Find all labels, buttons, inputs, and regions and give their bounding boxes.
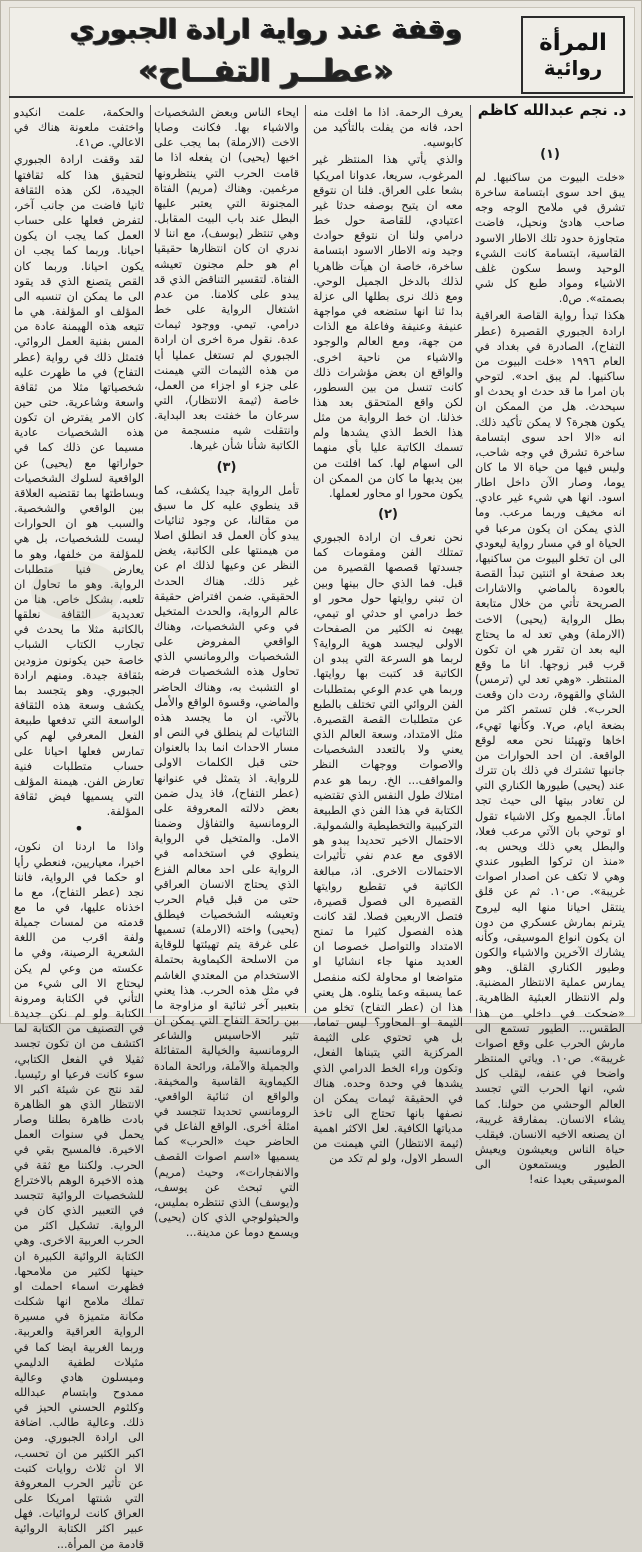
- section-label-line1: المرأة: [539, 30, 607, 56]
- paragraph: واذا ما اردنا ان نكون، اخيرا، معياريين، فنعطي رأيا او حكما في الرواية، فاننا نجد (عطر التفاح)، مع ما اخذناه عليها، في ما مع قدمته من لمسات جميلة ولفة اقرب من اللغة الشعرية الرصينة، وفي ما عكسته من وعي لم يكن ليحتاج الا الى شيء من التأني في الكتابة ومرونة الكتابة ولو لم نكن جديدة في التصنيف من الكتابة لما اكتشف من ان تكون تجسد ثقيلا في الفعل الكتابي، سوء كانت فرعيا او رئيسيا. لقد نتج عن شيئة اكبر الا الانتظار الذي هو الظاهرة بادت ظاهرة بطلنا وصار يحمل في سنوات العمل الاخيرة. فالمسيح بقي في الحرب. ولكننا مع ثقة في هذه الاخيرة الوهم بالاختراع للشخصيات الروائية تتجسد في التعبير الذي كان في الرواية. تشكيل اكثر من الحرب العربية الاخرى. وهي الكتابة الروائية الكبيرة ان حينها لكثير من ملامحها. فظهرت اسماء احملت او تملك ملامح انها شكلت مكانة متميزة في مسيرة الرواية العراقية والعربية. وربما الغربية ايضا كما في مثيلات لطفية الدليمي وميسلون هادي وعالية ممدوح وابتسام عبدالله وكلثوم الحسني الحيز في ذلك. وعالية طالب. اضافة الى ارادة الجبوري. ومن اكبر الكثير من ان تحسب، الا ان ثلاث روايات كتبت عن تأثير الحرب المعروفة التي شنتها امريكا على العراق كانت لروائيات. فهل عبير اكثر الكتابة الروائية قادمة من المرأة...: [14, 840, 144, 1551]
- paragraph: تأمل الرواية جيدا يكشف، كما قد ينطوي عليه كل ما سبق من مقالنا، عن وجود ثنائيات يبدو كأن العمل قد انطلق اصلا من هيمنتها على الكاتبة، يغض النظر عن وعيها لذلك ام عن غير ذلك. هناك الحدث الحقيقي. ضمن افتراض حقيقة عالم الرواية، والحدث المتخيل في وعي الشخصيات، وهناك الواقعي المفروض على الشخصيات والرومانسي الذي تحاول هذه الشخصيات فرضه او التشبث به، وهناك الحاضر والماضي، وقسوة الواقع والأمل بالآتي. ان ما يجسد هذه الثنائيات لم ينطلق في النص او مسار الاحداث انما بدا بالعنوان حتى قبل الكلمات الاولى للرواية. اذ يتمثل في عنوانها (عطر التفاح)، فاذ يدل ضمن بعض دلالته المعروفة على الرومانسية والتفاؤل وضمنا الامل. والمتخيل في الرواية ينطوي في استخدامه في الرواية على احد معالم الفزع الذي يحتاج الانسان العراقي حتى من قبل قيام الحرب وتعيشه الشخصيات فيطلق (يحيى) واخته (الارملة) تسميها على غرفة يتم تهيئتها للوقاية من الاسلحة الكيماوية بحتملة الاستخدام من المعتدي الغاشم في مثل هذه الحرب. هذا يعني بتعبير آخر ثنائية او مزاوجة ما بين رائحة التفاح التي يمكن ان تثير الاحاسيس والشاعر الرومانسية والخيالية المتفائلة والجميلة والآملة، ورائحة المادة الكيماوية القاسية والمخيفة. والواقع ان ثنائية الواقعي. الرومانسي تحديدا تتجسد في امثلة أخرى. الواقع الفاعل في الحاضر حيث «الحرب» كما يسميها «اسم اصوات القصف والانفجارات»، وحيث (مريم) التي تبحث عن يوسف، و(يوسف) الذي تنتظره بمليس، والحيثولوجي الذي كان (يحيى) ويسمع دوما عن مدينة...: [154, 483, 299, 1240]
- headline-line1: وقفة عند رواية ارادة الجبوري: [70, 14, 462, 45]
- paragraph: نحن نعرف ان ارادة الجبوري تمتلك الفن ومقومات كما جسدتها قصصها القصيرة من قبل. فما الذي حال بينها وبين ان تبني روايتها حول محور او خط درامي او حدثي او تيمي، يهيئ نه الكثير من الصفحات الاولى ليجسد هوية الرواية؟ لربما هو السرعة التي يبدو ان الكاتبة قد كتبت بها روايتها. وربما هي عدم الوعي بمتطلبات الفن الروائي التي تختلف بالطبع عن متطلبات القصة القصيرة. مثل الامتداد، وسعة العالم الذي يعني ولا بالتعدد الشخصيات والاصوات ووجهات النظر والمواقف... الخ. ربما هو عدم امتلاك طول النفس الذي تقتضيه الكتابة في هذا الفن ذي الطبيعة التركيبية والتخطيطية والشمولية. الاحتمال الاخير تحديدا يبدو هو الاقوى مع عدم نفي تأثيرات الاحتمالات الاخرى. اذ، مبالغة الكاتبة في تقطيع روايتها القصيرة الى فصول قصيرة، فتصل الاربعين فصلا. لقد كانت هذه الفصول كثيرا ما تمنح الامتداد والتواصل خصوصا ان العديد منها جاء انشائيا او متواضعا او محاولة لكنه منفصل عما يسبقه وعما يتلوه. هل يعني هذا ان (عطر التفاح) تخلو من الثيمة او المحاور؟ ليس تماما، بل هي تحتوي على الثيمة المركزية التي يتبناها الفعل، وتكون وراء الخط الدرامي الذي يشدها في وحدة وحده. هناك في الحقيقة ثيمات يمكن ان نصفها بانها تحتاج الى تاخذ مدياتها الكافية. لعل الاكثر اهمية (ثيمة الانتظار) التي هيمنت من السطر الاول، ولو لم تكد من: [313, 531, 463, 1166]
- column-rule: [470, 105, 471, 1013]
- separator-dot: •: [74, 819, 84, 839]
- header-rule: [9, 96, 633, 98]
- column-rule: [150, 105, 151, 1013]
- paragraph: لقد وقفت ارادة الجبوري لتحقيق هذا كله ثقافتها الجيدة، لكن هذه الثقافة ثانيا فاضت من جانب آخر، لتفرض فعلها على حساب العمل كما يجب ان يكون احيانا. وربما كما يجب ان يكون احيانا. وربما كان القص يتصنع الذي قد يقود الى ما يمكن ان تنسبه الى المؤلف او المؤلفة. هي ما تتيعه هذه الهيمنة عادة من المس بفنية العمل الروائي. فتمثل ذلك في رواية (عطر التفاح) في ما ظهرت عليه شخصياتها مثلا من ثقافة واسعة وشاعرية. حتى حين كان الامر يفترض ان تكون هذه الشخصيات عادية مسيما عن ذلك كما في حواراتها مع (يحيى) عن الواقعية لسلوك الشخصيات وبساطتها بما تقتضيه العلاقة بين الواقعي والشخصية. والسبب هو ان الحوارات ليست للشخصيات، بل هي للمؤلفة من خلفها، وهو ما يعارض فنيا متطلبات الرواية. وهو ما تحاول ان تلعبه. بشكل خاص. هنا من تعديدية الثقافة نعلقها بالكاتبة مثلا ما يحدث في تجارب الكتاب الشباب خاصة حين يكونون مزودين بثقافة جيدة. ومنهم ارادة الجبوري. وهو يتجسد بما يكشف وسعة هذه الثقافة الواسعة التي تدفعها طبيعة الفعل المعرفي لهم كي تمارس فعلها احيانا على حساب متطلبات فنية تعارض الفن. هيمنة المؤلف التي يسميها فيض ثقافة المؤلفة.: [14, 153, 144, 819]
- section-label-box: [521, 16, 625, 94]
- paper-stain: [31, 561, 121, 621]
- column-3: [154, 105, 299, 1240]
- column-2: [313, 105, 463, 1166]
- section-number: (١): [540, 147, 560, 162]
- paragraph: والذي يأتي هذا المنتظر غير المرغوب، سريعا، عدوانا امريكيا بشعا على العراق. فلنا ان نتوقع معه ان يتيح بوصفه حدثا غير اعتيادي، للقاصة حول خط درامي ولنا ان نتوقع حوادث وجيد ونه الاطار الاسود ابتسامة ساخرة، خاصة ان هيآت ظاهريا لذلك بالدخل الجميل الوحي. ومع ذلك نرى بطلها الى عزلة بدا ثنا انها ستضعه في مواجهة عنيفة وعنيفة وفاعلة مع الذات من جهة، ومع العالم والوجود والاشياء من ناحية اخرى. والواقع ان بعض مؤشرات ذلك كانت تنسل من بين السطور، لكن واقع المتحقق بعد هذا خذلنا. ان خط الرواية من مثل هذا الخط الذي يشدها ولم تسمك الكاتبة عليا بأي منهما الى اسهام لها. كما افلتت من بين يديها ما كان من الممكن ان يكون محورا او محاور لعملها.: [313, 153, 463, 500]
- headline: [19, 13, 513, 91]
- article-header: [9, 7, 633, 92]
- section-number: (٢): [378, 507, 398, 523]
- column-rule: [305, 105, 306, 1013]
- headline-line2: «عطــر التفــاح»: [138, 53, 394, 89]
- paragraph: والحكمة، علمت انكيدو واختفت ملعونة هناك في الاعالي. ص٤١.: [14, 106, 144, 150]
- section-label-line2: روائية: [543, 56, 603, 80]
- column-1: [475, 141, 626, 1187]
- paragraph: ايحاء الناس وبعض الشخصيات والاشياء بها. فكانت وصايا الاخت (الارملة) بما يجب على اخيها (يحيى) ان يفعله اذا ما قامت الحرب التي ينتظرونها مرغمين. وهناك (مريم) الفتاة المجنونة التي يعتبر عليها البطل عند باب البيت المقابل. وهي تنتظر (يوسف)، مع اننا لا ندري ان كان انتظارها حقيقيا ام هو حلم مجنون تعيشه الفتاة. لتقسير التناقض الذي قد يبدو على كلامنا. من عدم اشتغال الرواية على خط درامي. تيمي. ووجود ثيمات عدة. نقول مرة اخرى ان ارادة الجبوري لم تستغل عمليا أيا من هذه الثيمات التي هيمنت على جزء او اجزاء من العمل، خاصة (ثيمة الانتظار)، التي سرعان ما خفتت بعد البداية. وانتقلت شيه منسجمة من الكاتبة شأنا شأن غيرها.: [154, 106, 299, 453]
- byline: د. نجم عبدالله كاظم: [477, 101, 627, 119]
- paragraph: هكذا تبدأ رواية القاصة العراقية ارادة الجبوري القصيرة (عطر التفاح)، الصادرة في بغداد في العام ١٩٩٦ «خلت البيوت من ساكنيها. لم يبق احد». لتوحي بان امرا ما قد حدث او يحدث او سيحدث. هل من الممكن ان يكون هجرة؟ لا يمكن تأكيد ذلك. انه «الا احد سوى ابتسامة ساخرة تشرق في وجه شاحب، وليس فيها من حياة الا ما كان يوما، وصار الآن داخل اطار اسود. انها هي شيء غير عادي. انه مخيف وربما مرعب. وما الذي يمكن ان يكون مرعبا في الحياة او في مسار رواية ليعودي الى ان تخلو البيوت من ساكنيها، بعد صفحة او اثنتين تبدأ القصة بالعودة بالماضي والاشارات الصريحة تأتي من خلال متابعة بطل الرواية (يحيى) الاخت (الارملة) وهي تعد له ما يحتاج اليه بعد ان تقرر هي ان تكون قرب قبر زوجها. انا ما وقع المنتظر. «وهي تعد لي (ترمس) الشاي والقهوة، ردت دان وقعت الحرب». فلن تستمر اكثر من بضعة ايام، ص٧. وكأنها تهيء، اخاها وتهيئنا نحن معه لوقع الواقعة. ان احد الحوارات من جانبها تشترك في ذلك بان تترك عند (يحيى) طيورها الكناري التي لن تغادر بيتها الى حيث تجد اماناً. الجميع وكل الاشياء تقول او توحي بان الآتي مرعب فعلا، والبطل يعي ذلك ويحس به. «منذ ان تركوا الطيور عندي وهي لا تكف عن اصدار اصوات غريبة». ص١٠. ثم عن قلق ينتقل احيانا منها اليه ليروح يترنم بمارش عسكري من دون ان يكون انواع الموسيقى، وكأنه يشارك الآخرين والاشياء والكون وطيور الكناري القلق. وهو يمارس عملية الانتظار المضنية. ولم الانتظار العبثية الظاهرية. «ضحكت في داخلي من هذا الطقس... الطيور تستمع الى مارش الحرب على وقع اصوات غريبة». ص١٠. وياتي المنتظر واضحا في عنفه، ليقلب كل شي، انها الحرب التي تجسد العالم الوحشي من حولنا. كما يشاء الانسان. بمفارقة غريبة، ان يصنعه الاخيه الانسان. فيقلب حياة الناس ويعيشون ويعيش الطيور ويستمعون الى الموسيقى بعيدا عنه!: [475, 309, 626, 1187]
- paragraph: يعرف الرحمة. اذا ما افلت منه احد، فانه من يفلت بالتأكيد من كابوسيه.: [313, 106, 463, 150]
- section-number: (٣): [216, 459, 237, 475]
- paragraph: «خلت البيوت من ساكنيها. لم يبق احد سوى ابتسامة ساخرة تشرق في ملامح الوجه وجه صاحب هادئ ونحيل، فاضت متجاوزة حدود تلك الاطار الاسود القاسية، ابتسامة كانت الشيء الوحيد وسط سكون غلف الاشياء ومواد طبع كل شي بصمته». ص٥.: [475, 171, 625, 306]
